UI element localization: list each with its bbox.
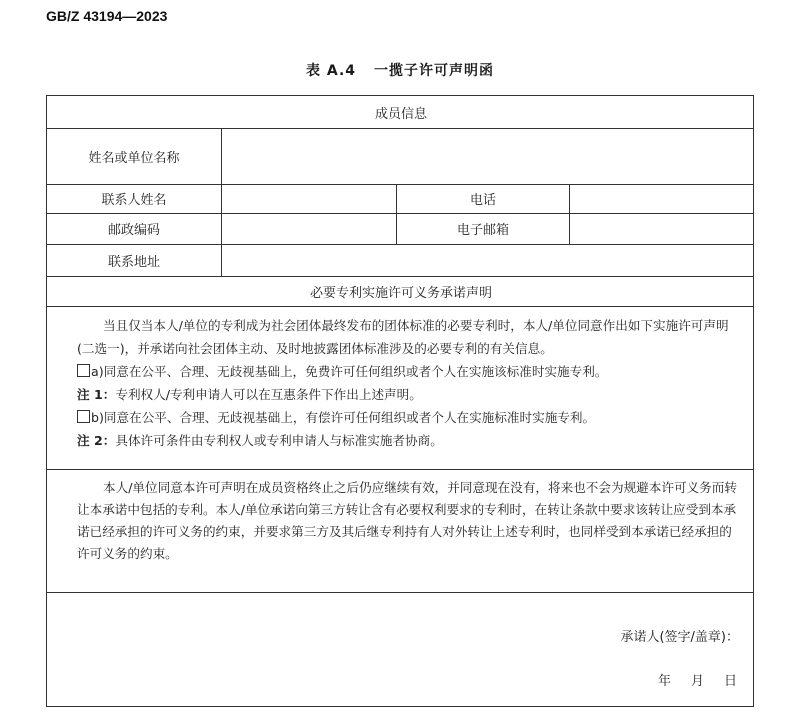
name-label: 姓名或单位名称 [88, 150, 180, 166]
declaration-form [46, 95, 754, 707]
contact-label: 联系人姓名 [101, 193, 167, 208]
note-1 [77, 383, 741, 406]
table-number: 表 A.4 [305, 63, 357, 79]
table-title-text: 一揽子许可声明函 [374, 63, 495, 79]
divider [47, 469, 753, 470]
member-info-heading: 成员信息 [374, 106, 427, 122]
phone-label: 电话 [469, 193, 496, 208]
standard-code: GB/Z 43194—2023 [46, 8, 168, 24]
email-label: 电子邮箱 [456, 223, 509, 238]
signature-label: 承诺人(签字/盖章)： [620, 630, 739, 645]
declaration-body [77, 314, 741, 452]
note-1-label: 注 1： [77, 387, 116, 402]
date-month: 月 [690, 674, 706, 689]
address-label: 联系地址 [107, 254, 160, 270]
commitment-text: 本人/单位同意本许可声明在成员资格终止之后仍应继续有效，并同意现在没有，将来也不会为规避本许可义务而转让本承诺中包括的专利。本人/单位承诺向第三方转让含有必要权利要求的专利时，在转让条款中要求该转让应受到本承诺已经承担的许可义务的约束，并要求第三方及其后继专利持有人对外转让上述专利时，也同样受到本承诺已经承担的许可义务的约束。 [77, 480, 737, 561]
note-2-label: 注 2： [77, 433, 116, 448]
option-a-text: a)同意在公平、合理、无歧视基础上，免费许可任何组织或者个人在实施该标准时实施专利。 [91, 364, 608, 379]
postcode-field[interactable] [222, 213, 396, 244]
declaration-heading: 必要专利实施许可义务承诺声明 [309, 285, 492, 301]
note-2 [77, 429, 741, 452]
declaration-intro: 当且仅当本人/单位的专利成为社会团体最终发布的团体标准的必要专利时，本人/单位同意作出如下实施许可声明(二选一)，并承诺向社会团体主动、及时地披露团体标准涉及的必要专利的有关信息。 [77, 318, 729, 356]
name-field[interactable] [222, 128, 754, 184]
phone-field[interactable] [570, 184, 754, 213]
contact-field[interactable] [222, 184, 396, 213]
table-title [0, 60, 800, 80]
signature-date [640, 670, 739, 689]
address-field[interactable] [222, 244, 754, 276]
option-b [77, 406, 741, 429]
option-a-checkbox[interactable] [77, 364, 90, 377]
email-field[interactable] [570, 213, 754, 244]
date-year: 年 [657, 674, 673, 689]
option-b-text: b)同意在公平、合理、无歧视基础上，有偿许可任何组织或者个人在实施标准时实施专利。 [91, 410, 596, 425]
option-b-checkbox[interactable] [77, 410, 90, 423]
divider [47, 306, 753, 307]
note-2-text: 具体许可条件由专利权人或专利申请人与标准实施者协商。 [115, 433, 443, 448]
divider [47, 592, 753, 593]
date-day: 日 [723, 674, 739, 689]
postcode-label: 邮政编码 [107, 223, 160, 238]
option-a [77, 360, 741, 383]
note-1-text: 专利权人/专利申请人可以在互惠条件下作出上述声明。 [115, 387, 422, 402]
